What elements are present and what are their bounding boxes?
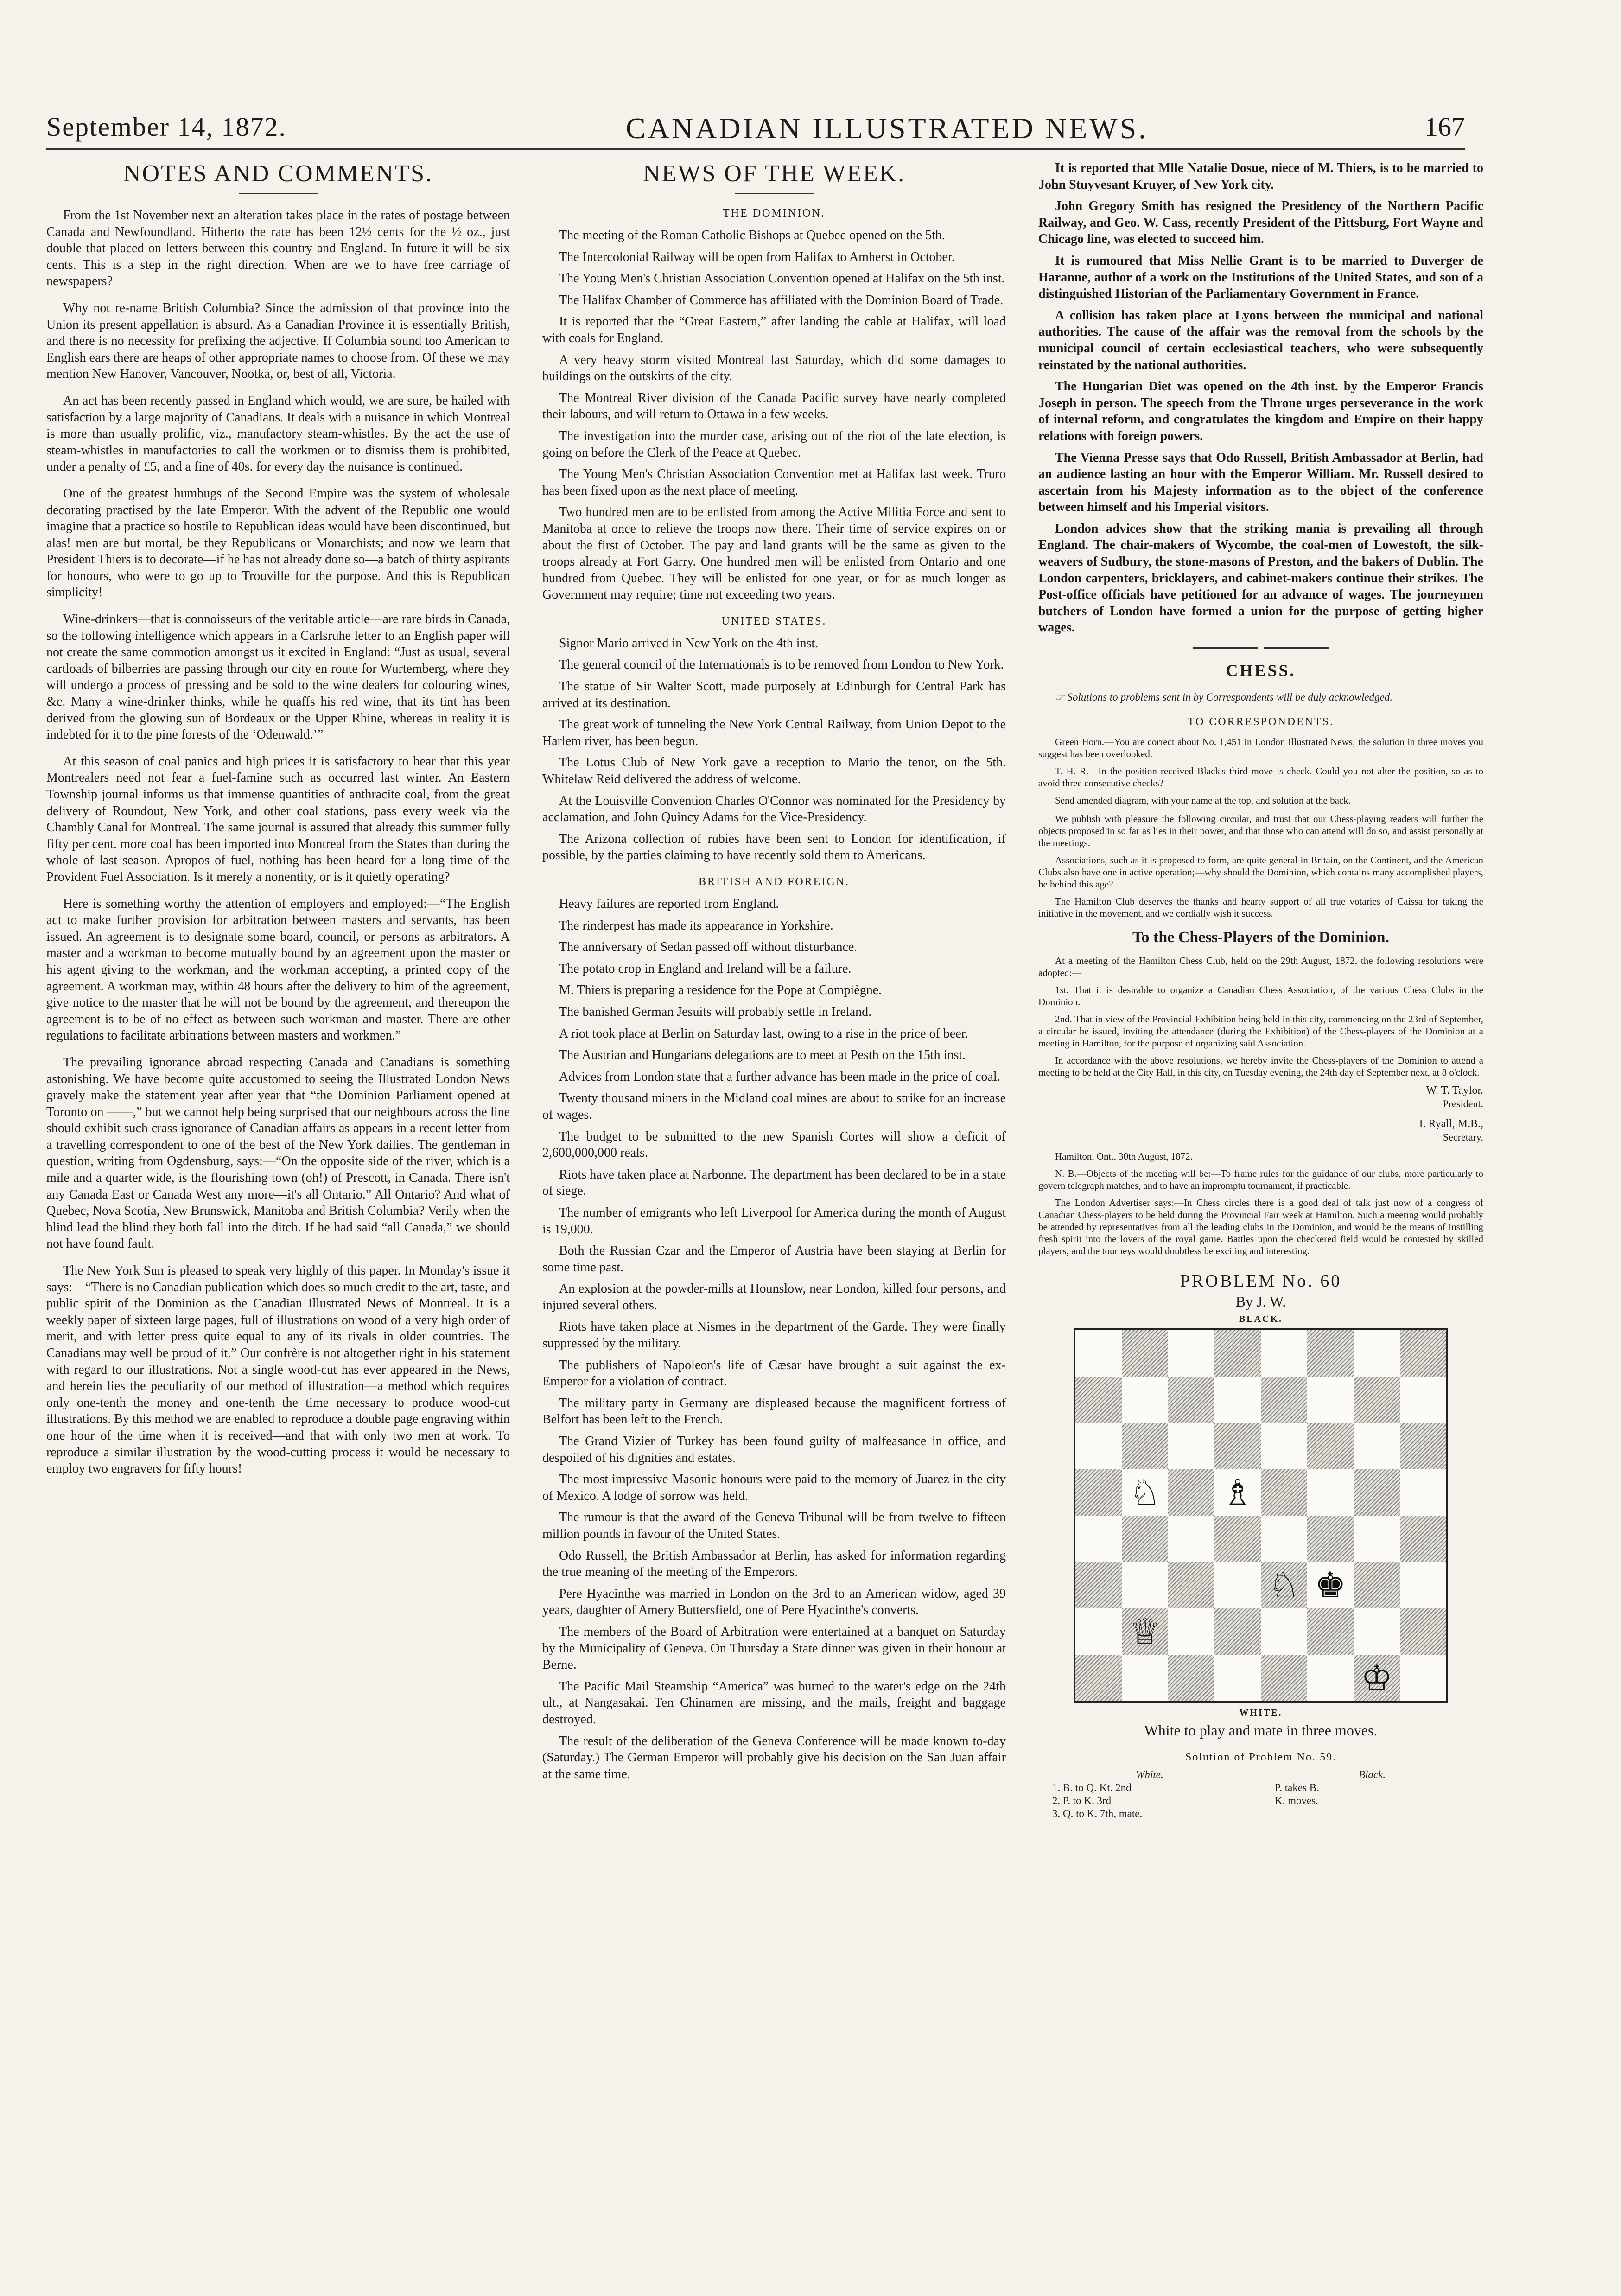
board-square — [1354, 1377, 1400, 1423]
correspondent-reply: T. H. R.—In the position received Black's third move is check. Could you not alter the position, so as to avoid three consecutive checks? — [1038, 765, 1483, 789]
news-item: The potato crop in England and Ireland will be a failure. — [559, 961, 852, 976]
board-square — [1307, 1330, 1354, 1377]
news-section-heading: UNITED STATES. — [721, 615, 827, 627]
board-square — [1214, 1516, 1261, 1562]
news-item: The Arizona collection of rubies have been sent to London for identification, if possible, by the parties claiming to have recently sold them to Americans. — [542, 831, 1006, 863]
news-item: Advices from London state that a further advance has been made in the price of coal. — [559, 1069, 1000, 1084]
board-square — [1261, 1655, 1307, 1701]
header-rule — [46, 148, 1465, 150]
news-title: NEWS OF THE WEEK. — [642, 160, 906, 187]
white-knight-icon: ♘ — [1268, 1564, 1300, 1606]
board-square — [1075, 1377, 1122, 1423]
solution-move: K. moves. — [1275, 1795, 1318, 1807]
board-square — [1307, 1423, 1354, 1469]
chess-note: N. B.—Objects of the meeting will be:—To frame rules for the guidance of our clubs, more particularly to govern telegraph matches, and to have an impromptu tournament, if practicable. — [1038, 1168, 1483, 1192]
board-square — [1354, 1469, 1400, 1516]
news-continued — [1038, 160, 1483, 636]
page-number: 167 — [1424, 112, 1465, 142]
chess-note: The London Advertiser says:—In Chess circles there is a good deal of talk just now of a congress of Canadian Chess-players to be held during the Provincial Fair week at Hamilton. Such a meeting would probably be attended by representatives from all the leading clubs in the Dominion, and would be the means of instilling fresh spirit into the lovers of the royal game. Battles upon the checkered field would be contested by skilled players, and the tourneys would doubtless be exciting and interesting. — [1038, 1197, 1483, 1257]
board-square — [1261, 1377, 1307, 1423]
chess-notice: ☞ Solutions to problems sent in by Correspondents will be duly acknowledged. — [1055, 691, 1393, 703]
resolution-paragraph: In accordance with the above resolutions, we hereby invite the Chess-players of the Dominion to attend a meeting to be held at the City Hall, in this city, on Tuesday evening, the 24th day of September next, at 8 o'clock. — [1038, 1055, 1483, 1078]
news-item: At the Louisville Convention Charles O'Connor was nominated for the Presidency by acclamation, and John Quincy Adams for the Vice-Presidency. — [542, 793, 1006, 825]
solution-move: P. takes B. — [1275, 1782, 1319, 1794]
board-square — [1122, 1377, 1168, 1423]
notes-paragraph: Here is something worthy the attention of employers and employed:—“The English act to make further provision for arbitration between masters and servants, has been issued. An agreement is to designate some board, council, or persons as arbitrators. A master and a workman to become mutually bound by an agreement upon the master or his agent giving to the workman, and the workman accepting, a printed copy of the agreement. A workman may, within 48 hours after the delivery to him of the agreement, give notice to the master that he will not be bound by the agreement, and thereupon the agreement is to be of no effect as between such workman and master. There are other regulations to facilitate arbitrations between masters and workmen.” — [46, 896, 510, 1043]
notes-column — [46, 160, 510, 1487]
board-square — [1122, 1423, 1168, 1469]
title-rule — [239, 193, 318, 194]
page-header — [46, 107, 1465, 148]
notes-paragraph: The prevailing ignorance abroad respecting Canada and Canadians is something astonishing. We have become quite accustomed to seeing the Illustrated London News gravely make the statement year after year that “the Dominion Parliament opened at Toronto on ——,” but we cannot help being surprised that our neighbours across the line should exhibit such crass ignorance of Canadian affairs as appears in a recent letter from a travelling correspondent to one of the best of the New York dailies. The gentleman in question, writing from Ogdensburg, says:—“On the opposite side of the river, which is a mile and a quarter wide, is the flourishing town (oh!) of Prescott, in Canada. There isn't any Canada East or Canada West any more—it's all Ontario.” All Ontario? And what of Quebec, Nova Scotia, New Brunswick, Manitoba and British Columbia? Verily when the blind lead the blind they both fall into the ditch. If he had said “all Canada,” we should not have found fault. — [46, 1055, 510, 1251]
president-role: President. — [1443, 1098, 1483, 1110]
solution-move: 1. B. to Q. Kt. 2nd — [1052, 1782, 1132, 1794]
news-item: The great work of tunneling the New York Central Railway, from Union Depot to the Harlem river, has been begun. — [542, 717, 1006, 748]
news-item: Two hundred men are to be enlisted from among the Active Militia Force and sent to Manitoba at once to relieve the troops now there. Their time of service expires on or about the first of October. The pay and land grants will be the same as given to the troops already at Fort Garry. One hundred men will be enlisted from Ontario and one hundred from Quebec. They will be enlisted for one year, or for as much longer as Government may require; time not exceeding two years. — [542, 505, 1006, 602]
news-item: The rumour is that the award of the Geneva Tribunal will be from twelve to fifteen million pounds in favour of the United States. — [542, 1510, 1006, 1541]
notes-paragraph: Why not re-name British Columbia? Since the admission of that province into the Union its present appellation is absurd. As a Canadian Province it is essentially British, and there is no necessity for prefixing the adjective. If Columbia sound too American to English ears there are heaps of other appropriate names to choose from. Of these we may mention New Hanover, Vancouver, Nootka, or, best of all, Victoria. — [46, 300, 510, 382]
news-item: A collision has taken place at Lyons between the municipal and national authorities. The cause of the affair was the removal from the schools by the municipal council of certain ecclesiastical teachers, who were subsequently reinstated by the national authorities. — [1038, 308, 1483, 372]
board-square — [1261, 1516, 1307, 1562]
white-knight-icon: ♘ — [1129, 1472, 1161, 1513]
board-square — [1168, 1516, 1214, 1562]
notes-paragraph: The New York Sun is pleased to speak very highly of this paper. In Monday's issue it says:—“There is no Canadian publication which does so much credit to the art, taste, and public spirit of the Dominion as the Canadian Illustrated News of Montreal. It is a weekly paper of sixteen large pages, full of illustrations on wood of a very high order of merit, and with letter press quite equal to any of its rivals in older countries. The Canadians may well be proud of it.” Our confrère is not altogether right in his statement with regard to our illustrations. Not a single wood-cut has ever appeared in the News, and herein lies the peculiarity of our method of illustration—a method which requires only one-tenth the money and one-tenth the time necessary to produce wood-cut illustrations. By this method we are enabled to reproduce a double page engraving within one hour of the time when it is received—and that with only two men at work. To reproduce a similar illustration by the wood-cutting process it would be necessary to employ two engravers for fifty hours! — [46, 1263, 510, 1476]
board-square — [1075, 1330, 1122, 1377]
news-item: Riots have taken place at Nismes in the department of the Garde. They were finally suppressed by the military. — [542, 1320, 1006, 1351]
circular-paragraph: We publish with pleasure the following circular, and trust that our Chess-playing readers will further the objects proposed in so far as lies in their power, and that those who can attend will do so, and assist personally at the meetings. — [1038, 813, 1483, 849]
board-square — [1075, 1469, 1122, 1516]
board-square — [1354, 1330, 1400, 1377]
correspondents-heading: TO CORRESPONDENTS. — [1187, 716, 1335, 728]
news-section-heading: THE DOMINION. — [723, 207, 826, 219]
board-square — [1354, 1608, 1400, 1655]
news-chess-column — [1038, 160, 1483, 1820]
chess-title: CHESS. — [1226, 661, 1296, 680]
news-item: Odo Russell, the British Ambassador at Berlin, has asked for information regarding the true meaning of the meeting of the Emperors. — [542, 1548, 1006, 1580]
solution-black-moves — [1275, 1768, 1469, 1820]
news-item: The rinderpest has made its appearance in Yorkshire. — [559, 918, 833, 933]
notes-paragraph: One of the greatest humbugs of the Second Empire was the system of wholesale decorating practised by the late Emperor. With the advent of the Republic one would imagine that a practice so hostile to Republican ideas would have been discontinued, but alas! men are but mortal, be they Republicans or Monarchists; and now we learn that President Thiers is to decorate—if he has not already done so—a batch of thirty aspirants for honours, who were to go up to Trouville for the purpose. And this is Republican simplicity! — [46, 486, 510, 600]
news-item: Both the Russian Czar and the Emperor of Austria have been staying at Berlin for some time past. — [542, 1244, 1006, 1275]
board-square — [1168, 1330, 1214, 1377]
notes-paragraph: At this season of coal panics and high prices it is satisfactory to hear that this year Montrealers need not fear a fuel-famine such as occurred last winter. An Eastern Township journal informs us that immense quantities of anthracite coal, from the great delivery of Roundout, New York, and other coal stations, pass every week via the Chambly Canal for Montreal. The same journal is assured that already this summer fully fifty per cent. more coal has been imported into Montreal from the States than during the whole of last season. Apropos of fuel, nothing has been heard for a long time of the Provident Fuel Association. Is it merely a nonentity, or is it quietly operating? — [46, 754, 510, 884]
news-item: The Young Men's Christian Association Convention opened at Halifax on the 5th inst. — [559, 271, 1005, 286]
board-square — [1168, 1608, 1214, 1655]
notes-paragraph: An act has been recently passed in England which would, we are sure, be hailed with satisfaction by a large majority of Canadians. It deals with a nuisance in which Montreal is more than usually prolific, viz., manufactory steam-whistles. By the act the use of steam-whistles in manufactories to call the workmen or to dismiss them is prohibited, under a penalty of £5, and a fine of 40s. for every day the nuisance is continued. — [46, 393, 510, 474]
chess-notes — [1038, 1150, 1483, 1257]
news-item: The banished German Jesuits will probably settle in Ireland. — [559, 1004, 872, 1019]
solution-table — [1038, 1768, 1483, 1820]
news-item: The publishers of Napoleon's life of Cæsar have brought a suit against the ex-Emperor for a violation of contract. — [542, 1358, 1006, 1389]
news-item: Pere Hyacinthe was married in London on the 3rd to an American widow, aged 39 years, daughter of Amery Buttersfield, one of Pere Hyacinthe's converts. — [542, 1586, 1006, 1618]
board-square — [1122, 1516, 1168, 1562]
white-king-icon: ♔ — [1360, 1657, 1393, 1699]
news-item: The Lotus Club of New York gave a reception to Mario the tenor, on the 5th. Whitelaw Reid delivered the address of welcome. — [542, 755, 1006, 787]
news-item: Riots have taken place at Narbonne. The department has been declared to be in a state of siege. — [542, 1167, 1006, 1199]
board-square — [1400, 1469, 1446, 1516]
correspondent-reply: Green Horn.—You are correct about No. 1,451 in London Illustrated News; the solution in three moves you suggest has been overlooked. — [1038, 736, 1483, 760]
board-square — [1075, 1562, 1122, 1608]
news-item: The Intercolonial Railway will be open from Halifax to Amherst in October. — [559, 249, 955, 264]
board-square — [1400, 1516, 1446, 1562]
board-square — [1122, 1655, 1168, 1701]
news-body — [542, 207, 1006, 1782]
news-item: The most impressive Masonic honours were paid to the memory of Juarez in the city of Mexico. A lodge of sorrow was held. — [542, 1472, 1006, 1503]
black-label: BLACK. — [1239, 1314, 1283, 1325]
news-item: M. Thiers is preparing a residence for the Pope at Compiègne. — [559, 983, 882, 998]
news-item: The meeting of the Roman Catholic Bishops at Quebec opened on the 5th. — [559, 228, 945, 242]
board-square — [1307, 1377, 1354, 1423]
board-square — [1168, 1655, 1214, 1701]
news-column — [542, 160, 1006, 1787]
news-item: The result of the deliberation of the Geneva Conference will be made known to-day (Saturday.) The German Emperor will probably give his decision on the San Juan affair at the same time. — [542, 1734, 1006, 1781]
white-bishop-icon: ♗ — [1221, 1472, 1254, 1513]
board-square — [1400, 1608, 1446, 1655]
board-square — [1354, 1562, 1400, 1608]
meeting-resolutions — [1038, 955, 1483, 1078]
notes-paragraph: From the 1st November next an alteration takes place in the rates of postage between Canada and Newfoundland. Hitherto the rate has been 12½ cents for the ½ oz., just double that placed on letters between this country and England. In future it will be six cents. This is a step in the right direction. When are we to have free carriage of newspapers? — [46, 208, 510, 289]
board-square — [1307, 1608, 1354, 1655]
board-square — [1354, 1516, 1400, 1562]
board-square — [1354, 1423, 1400, 1469]
chess-note: Hamilton, Ont., 30th August, 1872. — [1055, 1151, 1193, 1162]
board-square — [1400, 1423, 1446, 1469]
news-item: The Grand Vizier of Turkey has been found guilty of malfeasance in office, and despoiled of his dignities and estates. — [542, 1434, 1006, 1465]
news-item: The statue of Sir Walter Scott, made purposely at Edinburgh for Central Park has arrived at its destination. — [542, 679, 1006, 710]
notes-body — [46, 207, 510, 1477]
problem-number: PROBLEM No. 60 — [1180, 1271, 1342, 1291]
board-square — [1214, 1423, 1261, 1469]
correspondents-body — [1038, 736, 1483, 806]
resolution-paragraph: 1st. That it is desirable to organize a Canadian Chess Association, of the various Chess Clubs in the Dominion. — [1038, 984, 1483, 1008]
news-item: The Halifax Chamber of Commerce has affiliated with the Dominion Board of Trade. — [559, 293, 1004, 307]
news-item: A riot took place at Berlin on Saturday last, owing to a rise in the price of beer. — [559, 1026, 968, 1041]
news-item: It is reported that the “Great Eastern,” after landing the cable at Halifax, will load with coals for England. — [542, 314, 1006, 345]
chess-board — [1074, 1328, 1448, 1703]
board-square — [1214, 1377, 1261, 1423]
board-square — [1214, 1562, 1261, 1608]
board-square — [1075, 1516, 1122, 1562]
solution-move: 2. P. to K. 3rd — [1052, 1795, 1112, 1807]
white-label: WHITE. — [1239, 1708, 1283, 1718]
resolution-paragraph: 2nd. That in view of the Provincial Exhibition being held in this city, commencing on the 23rd of September, a circular be issued, inviting the attendance (during the Exhibition) of the Chess-players of the Dominion at a meeting in Hamilton, for the purpose of organizing said Association. — [1038, 1014, 1483, 1049]
chess-rule — [1038, 647, 1483, 649]
board-square — [1400, 1562, 1446, 1608]
news-item: Signor Mario arrived in New York on the 4th inst. — [559, 636, 819, 651]
news-item: It is rumoured that Miss Nellie Grant is to be married to Duverger de Haranne, author of a work on the Institutions of the United States, and son of a distinguished Historian of the Parliamentary Government in France. — [1038, 253, 1483, 301]
resolution-paragraph: At a meeting of the Hamilton Chess Club, held on the 29th August, 1872, the following resolutions were adopted:— — [1038, 955, 1483, 979]
correspondent-reply: Send amended diagram, with your name at the top, and solution at the back. — [1055, 795, 1351, 806]
news-section-heading: BRITISH AND FOREIGN. — [698, 876, 850, 888]
black-king-icon: ♚ — [1314, 1564, 1347, 1606]
news-item: The number of emigrants who left Liverpool for America during the month of August is 19,000. — [542, 1205, 1006, 1237]
news-item: The general council of the Internationals is to be removed from London to New York. — [559, 657, 1004, 672]
board-square — [1214, 1655, 1261, 1701]
news-item: An explosion at the powder-mills at Hounslow, near London, killed four persons, and injured several others. — [542, 1282, 1006, 1313]
solution-black-label: Black. — [1358, 1769, 1386, 1781]
news-item: The Austrian and Hungarians delegations are to meet at Pesth on the 15th inst. — [559, 1048, 966, 1063]
news-item: A very heavy storm visited Montreal last Saturday, which did some damages to buildings on the outskirts of the city. — [542, 352, 1006, 384]
board-square — [1307, 1469, 1354, 1516]
news-item: The Hungarian Diet was opened on the 4th inst. by the Emperor Francis Joseph in person. The speech from the Throne urges perseverance in the work of internal reform, and congratulates the kingdom and Empire on their happy relations with foreign powers. — [1038, 379, 1483, 443]
board-square — [1400, 1655, 1446, 1701]
board-square — [1075, 1655, 1122, 1701]
masthead-title: CANADIAN ILLUSTRATED NEWS. — [626, 112, 1149, 145]
board-square — [1261, 1469, 1307, 1516]
circular-intro — [1038, 813, 1483, 919]
board-square — [1122, 1330, 1168, 1377]
chess-players-heading: To the Chess-Players of the Dominion. — [1132, 929, 1390, 946]
notes-title: NOTES AND COMMENTS. — [123, 160, 433, 187]
president-name: W. T. Taylor. — [1426, 1084, 1483, 1097]
news-item: London advices show that the striking mania is prevailing all through England. The chair-makers of Wycombe, the coal-men of Lowestoft, the silk-weavers of Sudbury, the stone-masons of Preston, and the bakers of Dublin. The London carpenters, bricklayers, and cabinet-makers continue their strikes. The Post-office officials have petitioned for an advance of wages. The journeymen butchers of London have formed a union for the purpose of getting higher wages. — [1038, 521, 1483, 635]
board-square — [1400, 1377, 1446, 1423]
secretary-name: I. Ryall, M.B., — [1419, 1118, 1483, 1130]
problem-task: White to play and mate in three moves. — [1144, 1722, 1378, 1739]
white-queen-icon: ♕ — [1129, 1611, 1161, 1652]
solution-heading: Solution of Problem No. 59. — [1185, 1751, 1336, 1764]
news-item: John Gregory Smith has resigned the Presidency of the Northern Pacific Railway, and Geo. W. Cass, recently President of the Pittsburg, Fort Wayne and Chicago line, was elected to succeed him. — [1038, 199, 1483, 247]
circular-paragraph: The Hamilton Club deserves the thanks and hearty support of all true votaries of Caissa for taking the initiative in the movement, and we cordially wish it success. — [1038, 896, 1483, 919]
solution-move: 3. Q. to K. 7th, mate. — [1052, 1808, 1143, 1820]
board-square — [1075, 1608, 1122, 1655]
circular-paragraph: Associations, such as it is proposed to form, are quite general in Britain, on the Continent, and the American Clubs also have one in active operation;—why should the Dominion, which contains many accomplished players, be behind this age? — [1038, 855, 1483, 890]
news-item: The anniversary of Sedan passed off without disturbance. — [559, 940, 858, 955]
news-item: Heavy failures are reported from England. — [559, 897, 779, 911]
board-square — [1075, 1423, 1122, 1469]
news-item: The investigation into the murder case, arising out of the riot of the late election, is going on before the Clerk of the Peace at Quebec. — [542, 428, 1006, 460]
news-item: The budget to be submitted to the new Spanish Cortes will show a deficit of 2,600,000,000 reals. — [542, 1129, 1006, 1161]
board-square — [1400, 1330, 1446, 1377]
news-item: The military party in Germany are displeased because the magnificent fortress of Belfort has been left to the French. — [542, 1396, 1006, 1427]
board-square — [1261, 1608, 1307, 1655]
problem-author: By J. W. — [1235, 1293, 1286, 1310]
board-square — [1214, 1608, 1261, 1655]
board-square — [1261, 1423, 1307, 1469]
notes-paragraph: Wine-drinkers—that is connoisseurs of the veritable article—are rare birds in Canada, so the following intelligence which appears in a Carlsruhe letter to an English paper will not create the same commotion amongst us it excited in England: “Just as usual, several cartloads of bilberries are passing through our city en route for Wurtemberg, where they will undergo a process of pressing and be sold to the wine dealers for colouring wines, &c. Many a wine-drinker thinks, while he quaffs his red wine, that its tint has been derived from the glowing sun of Bordeaux or the Upper Rhine, whereas in reality it is indebted for it to the pine forests of the ‘Odenwald.’” — [46, 612, 510, 742]
board-square — [1168, 1423, 1214, 1469]
board-square — [1168, 1562, 1214, 1608]
board-square — [1168, 1469, 1214, 1516]
board-square — [1307, 1516, 1354, 1562]
news-item: The Montreal River division of the Canada Pacific survey have nearly completed their labours, and will return to Ottawa in a few weeks. — [542, 390, 1006, 422]
issue-date: September 14, 1872. — [46, 112, 287, 142]
board-square — [1122, 1562, 1168, 1608]
news-item: The members of the Board of Arbitration were entertained at a banquet on Saturday by the Municipality of Geneva. On Thursday a State dinner was given in their honour at Berne. — [542, 1624, 1006, 1672]
board-square — [1214, 1330, 1261, 1377]
solution-white-label: White. — [1136, 1769, 1163, 1781]
news-item: The Pacific Mail Steamship “America” was burned to the water's edge on the 24th ult., at Nangasakai. Ten Chinamen are missing, and the mails, freight and baggage destroyed. — [542, 1679, 1006, 1727]
board-square — [1307, 1655, 1354, 1701]
title-rule — [735, 193, 814, 194]
news-item: The Young Men's Christian Association Convention met at Halifax last week. Truro has been fixed upon as the next place of meeting. — [542, 467, 1006, 498]
news-item: It is reported that Mlle Natalie Dosue, niece of M. Thiers, is to be married to John Stuyvesant Kruyer, of New York city. — [1038, 161, 1483, 192]
board-square — [1261, 1330, 1307, 1377]
board-square — [1168, 1377, 1214, 1423]
secretary-role: Secretary. — [1443, 1131, 1483, 1143]
solution-white-moves — [1052, 1768, 1247, 1820]
news-item: Twenty thousand miners in the Midland coal mines are about to strike for an increase of wages. — [542, 1091, 1006, 1122]
news-item: The Vienna Presse says that Odo Russell, British Ambassador at Berlin, had an audience lasting an hour with the Emperor William. Mr. Russell desired to ascertain from his Majesty information as to the object of the conference between himself and his Imperial visitors. — [1038, 450, 1483, 515]
